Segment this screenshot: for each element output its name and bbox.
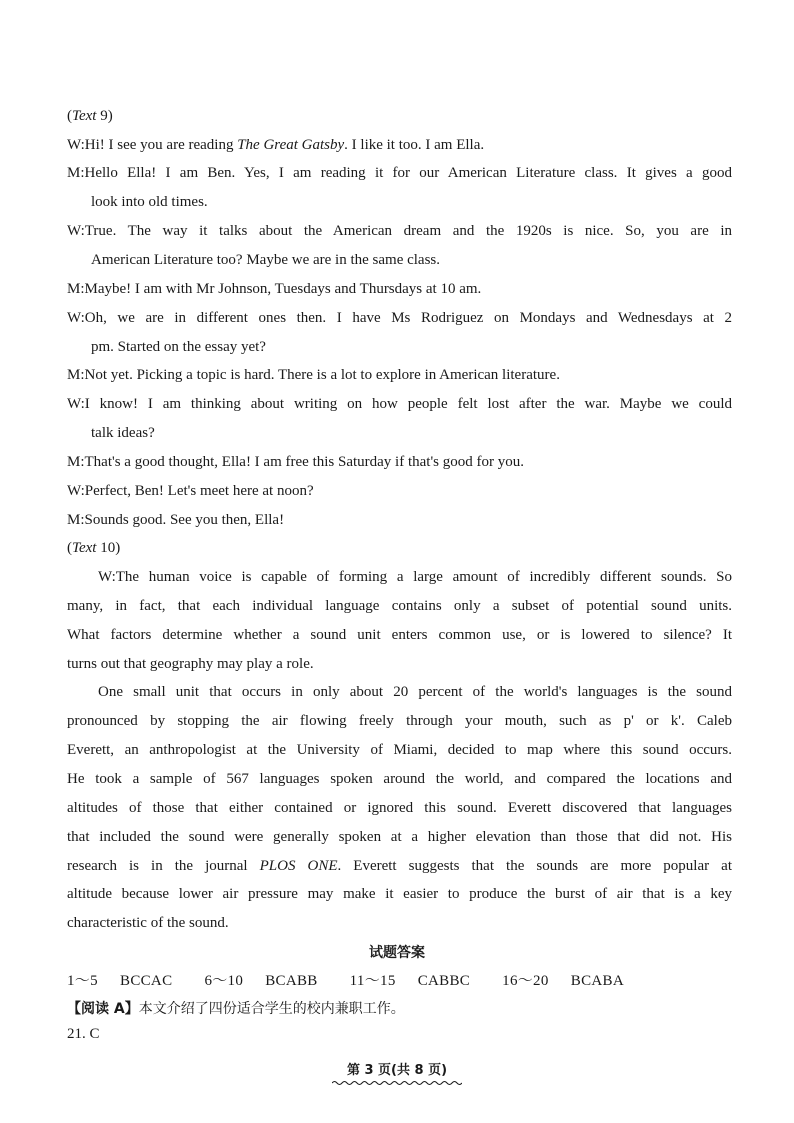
dialogue-line: pm. Started on the essay yet? <box>91 339 266 355</box>
dialogue-line: M:Hello Ella! I am Ben. Yes, I am reading it for our American Literature class. It gives a good <box>67 165 732 181</box>
answer-group: 6～10 BCABB <box>204 973 318 989</box>
text9-heading: (Text 9) <box>67 108 113 124</box>
page-number: 第 3 页(共 8 页) <box>0 1059 794 1086</box>
dialogue-line: American Literature too? Maybe we are in the same class. <box>91 252 441 268</box>
dialogue-line: W:I know! I am thinking about writing on how people felt lost after the war. Maybe we could <box>67 396 732 412</box>
passage-line: altitudes of those that either contained or ignored this sound. Everett discovered that languages <box>67 800 732 816</box>
dialogue-line: talk ideas? <box>91 425 155 441</box>
passage-line: many, in fact, that each individual language contains only a subset of potential sound units. <box>67 598 732 614</box>
answer-group: 16～20 BCABA <box>502 973 624 989</box>
dialogue-line: M:Not yet. Picking a topic is hard. There is a lot to explore in American literature. <box>67 367 560 383</box>
dialogue-line: W:Hi! I see you are reading The Great Gatsby. I like it too. I am Ella. <box>67 137 485 153</box>
journal-name: PLOS ONE <box>259 858 338 874</box>
dialogue-line: W:True. The way it talks about the American dream and the 1920s is nice. So, you are in <box>67 223 732 239</box>
passage-line: that included the sound were generally spoken at a higher elevation than those that did not. His <box>67 829 732 845</box>
reading-a-label: 【阅读 A】 <box>67 1001 139 1017</box>
passage-line: Everett, an anthropologist at the University of Miami, decided to map where this sound occurs. <box>67 742 732 758</box>
dialogue-line: M:That's a good thought, Ella! I am free this Saturday if that's good for you. <box>67 454 524 470</box>
answers-title: 试题答案 <box>369 945 425 961</box>
passage-line: research is in the journal PLOS ONE. Everett suggests that the sounds are more popular at <box>67 858 732 874</box>
answer-key-row <box>67 969 652 990</box>
dialogue-line: M:Sounds good. See you then, Ella! <box>67 512 285 528</box>
dialogue-line: M:Maybe! I am with Mr Johnson, Tuesdays and Thursdays at 10 am. <box>67 281 482 297</box>
question-21-answer: 21. C <box>67 1026 100 1042</box>
passage-line: What factors determine whether a sound unit enters common use, or is lowered to silence? It <box>67 627 732 643</box>
answer-group: 11～15 CABBC <box>349 973 471 989</box>
passage-line: characteristic of the sound. <box>67 915 229 931</box>
dialogue-line: look into old times. <box>91 194 208 210</box>
text10-heading: (Text 10) <box>67 540 121 556</box>
dialogue-line: W:Perfect, Ben! Let's meet here at noon? <box>67 483 314 499</box>
answer-group: 1～5 BCCAC <box>67 973 173 989</box>
reading-a-summary: 【阅读 A】本文介绍了四份适合学生的校内兼职工作。 <box>67 1001 405 1017</box>
dialogue-line: W:Oh, we are in different ones then. I have Ms Rodriguez on Mondays and Wednesdays at 2 <box>67 310 732 326</box>
passage-line: altitude because lower air pressure may make it easier to produce the burst of air that is a key <box>67 886 732 902</box>
passage-line: One small unit that occurs in only about 20 percent of the world's languages is the sound <box>98 684 732 700</box>
passage-line: W:The human voice is capable of forming a large amount of incredibly different sounds. So <box>98 569 732 585</box>
wavy-underline-icon <box>332 1080 462 1086</box>
passage-line: He took a sample of 567 languages spoken around the world, and compared the locations and <box>67 771 732 787</box>
passage-line: turns out that geography may play a role. <box>67 656 314 672</box>
passage-line: pronounced by stopping the air flowing freely through your mouth, such as p' or k'. Caleb <box>67 713 732 729</box>
